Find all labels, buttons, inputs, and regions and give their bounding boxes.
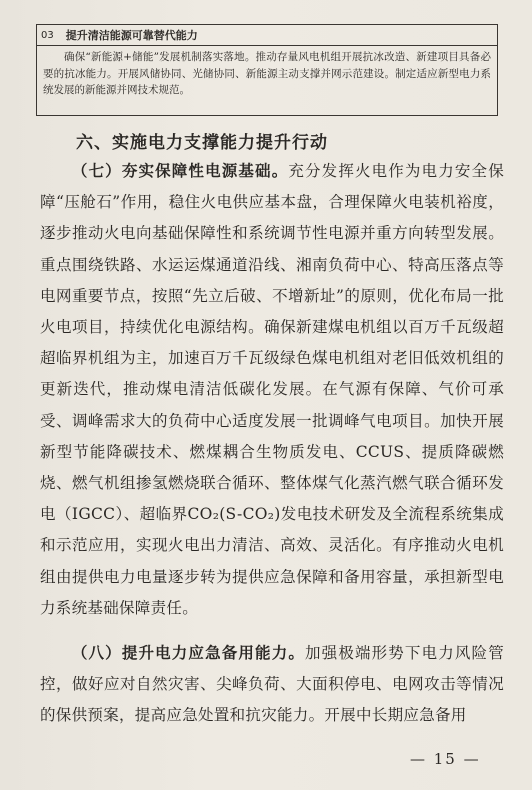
info-box-text: 确保“新能源+储能”发展机制落实落地。推动存量风电机组开展抗冰改造、新建项目具备必要的抗冰能力。开展风储协同、光储协同、新能源主动支撑并网示范建设。制定适应新型电力系统发展的新能源并网技术规范。 [43,51,491,96]
paragraph-seven-text: 充分发挥火电作为电力安全保障“压舱石”作用，稳住火电供应基本盘，合理保障火电装机裕度，逐步推动火电向基础保障性和系统调节性电源并重方向转型发展。重点围绕铁路、水运运煤通道沿线、湘南负荷中心、特高压落点等电网重要节点，按照“先立后破、不增新址”的原则，优化布局一批火电项目，持续优化电源结构。确保新建煤电机组以百万千瓦级超超临界机组为主，加速百万千瓦级绿色煤电机组对老旧低效机组的更新迭代，推动煤电清洁低碳化发展。在气源有保障、气价可承受、调峰需求大的负荷中心适度发展一批调峰气电项目。加快开展新型节能降碳技术、燃煤耦合生物质发电、CCUS、提质降碳燃烧、燃气机组掺氢燃烧联合循环、整体煤气化蒸汽燃气联合循环发电（IGCC）、超临界CO₂(S-CO₂)发电技术研发及全流程系统集成和示范应用，实现火电出力清洁、高效、灵活化。有序推动火电机组由提供电力电量逐步转为提供应急保障和备用容量，承担新型电力系统基础保障责任。 [40,162,505,617]
paragraph-seven-lead: （七）夯实保障性电源基础。 [71,162,289,180]
info-box-title: 提升清洁能源可靠替代能力 [65,29,198,42]
info-box-body [37,46,497,99]
page-number: — 15 — [410,750,481,768]
info-box [36,24,498,116]
paragraph-eight-lead: （八）提升电力应急备用能力。 [71,644,306,662]
paragraph-eight-text: 加强极端形势下电力风险管控，做好应对自然灾害、尖峰负荷、大面积停电、电网攻击等情况的保供预案，提高应急处置和抗灾能力。开展中长期应急备用 [40,644,505,725]
info-box-number: 03 [41,29,54,41]
section-title: 六、实施电力支撑能力提升行动 [76,133,328,153]
info-box-header [37,25,497,46]
paragraph-eight [40,638,504,732]
paragraph-seven [40,156,504,624]
